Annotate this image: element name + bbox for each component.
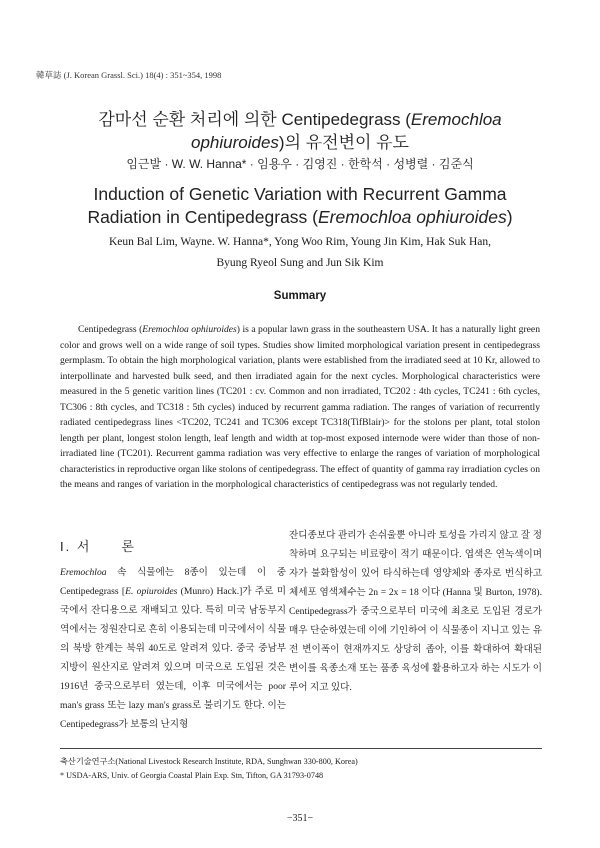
authors-english-line1: Keun Bal Lim, Wayne. W. Hanna*, Yong Woo Rim, Young Jin Kim, Hak Suk Han, (108, 236, 492, 248)
summary-species: Eremochloa ophiuroides (142, 324, 237, 335)
title-english-line1: Induction of Genetic Variation with Recurrent Gamma (93, 184, 507, 204)
summary-heading: Summary (273, 290, 327, 302)
title-english-species: Eremochloa ophiuroides (318, 207, 507, 227)
title-korean (0, 108, 600, 154)
summary-text-1: Centipedegrass ( (78, 324, 143, 335)
section-heading-introduction: I. 서 론 (60, 539, 136, 554)
title-korean-line1: 감마선 순환 처리에 의한 Centipedegrass ( (98, 110, 411, 129)
intro-species: E. opiuroides (125, 586, 178, 597)
authors-korean: 임근발 · W. W. Hanna* · 임용우 · 김영진 · 한학석 · 성병렬 · 김준식 (126, 157, 474, 171)
title-korean-species: ophiuroides (191, 133, 279, 152)
footnote-affiliation-1: 축산기술연구소(National Livestock Research Institute, RDA, Sunghwan 330-800, Korea) (60, 757, 358, 766)
title-english (0, 183, 600, 229)
intro-left-text-1: 속 식물에는 8종이 있는데 이 중 Centipedegrass [ (60, 567, 286, 597)
authors-english-line2: Byung Ryeol Sung and Jun Sik Kim (216, 257, 384, 269)
intro-left-text-2: (Munro) Hack.]가 주로 미국에서 잔디용으로 재배되고 있다. 특히 미국 남동부지역에서는 정원잔디로 흔히 이용되는데 미국에서이 식물의 북방 한계는 북위 40도로 알려져 있다. 중국 중남부 지방이 원산지로 알려져 있으며 미국으로 도입된 것은 1916년 중국으로부터 였는데, 이후 미국에서는 poor man's grass 또는 lazy man's grass로 불리기도 한다. 이는 Centipedegrass가 보통의 난지형 (60, 586, 286, 730)
title-korean-genus: Eremochloa (410, 110, 502, 129)
summary-body (60, 322, 540, 493)
journal-reference: 韓草誌 (J. Korean Grassl. Sci.) 18(4) : 351~354, 1998 (36, 70, 222, 80)
title-english-line2: Radiation in Centipedegrass ( (87, 207, 318, 227)
intro-right-column: 잔디종보다 관리가 손쉬울뿐 아니라 토성을 가리지 않고 잘 정착하며 요구되는 비료량이 적기 때문이다. 엽색은 연녹색이며 자가 불화합성이 있어 타식하는데 영양체와 종자로 번식하고 체세포 염색체수는 2n = 2x = 18 이다 (Hanna 및 Burton, 1978). Centipedegrass가 중국으로부터 미국에 최초로 도입된 경로가 매우 단순하였는데 이에 기인하여 이 식물종이 지니고 있는 유전 변이폭이 현재까지도 상당히 좁아, 이를 확대하여 확대된 변이를 육종소재 또는 품종 육성에 활용하고자 하는 시도가 이루어 지고 있다. (289, 530, 542, 693)
footnote-affiliation-2: * USDA-ARS, Univ. of Georgia Coastal Plain Exp. Stn, Tifton, GA 31793-0748 (60, 771, 324, 780)
intro-genus: Eremochloa (60, 567, 107, 578)
summary-text-2: ) is a popular lawn grass in the southeastern USA. It has a naturally light green color and grows well on a wide range of soil types. Studies show limited morphological variation present in centipedegrass germplasm. To obtain the high morphological variation, plants were established from the irradiated seed at 10 Kr, allowed to interpollinate and harvested bulk seed, and then irradiated again for the next cycles. Morphological characteristics were measured in the 5 genetic varition lines (TC201 : cv. Common and non irradiated, TC202 : 4th cycles, TC241 : 6th cycles, TC306 : 8th cycles, and TC318 : 5th cycles) induced by recurrent gamma radiation. The ranges of variation of recurrently radiated centipedegrass lines <TC202, TC241 and TC306 except TC318(TifBlair)> for the stolons per plant, total stolon length per plant, longest stolon length, leaf length and width at top-most exposed internode were wider than those of non-irradiated line (TC201). Recurrent gamma radiation was very effective to enlarge the ranges of variation of morphological characteristics in reproductive organ like stolons of centipedegrass. The effect of quantity of gamma ray irradiation cycles on the means and ranges of variation in the morphological characteristics of centipedegrass was not regularly tended. (60, 324, 540, 490)
title-english-line2-end: ) (506, 207, 513, 227)
page-number: −351− (286, 813, 314, 824)
authors-english (0, 232, 600, 274)
title-korean-line2: )의 유전변이 유도 (278, 133, 409, 152)
footnote-divider (60, 748, 542, 749)
intro-left-column (60, 563, 286, 734)
